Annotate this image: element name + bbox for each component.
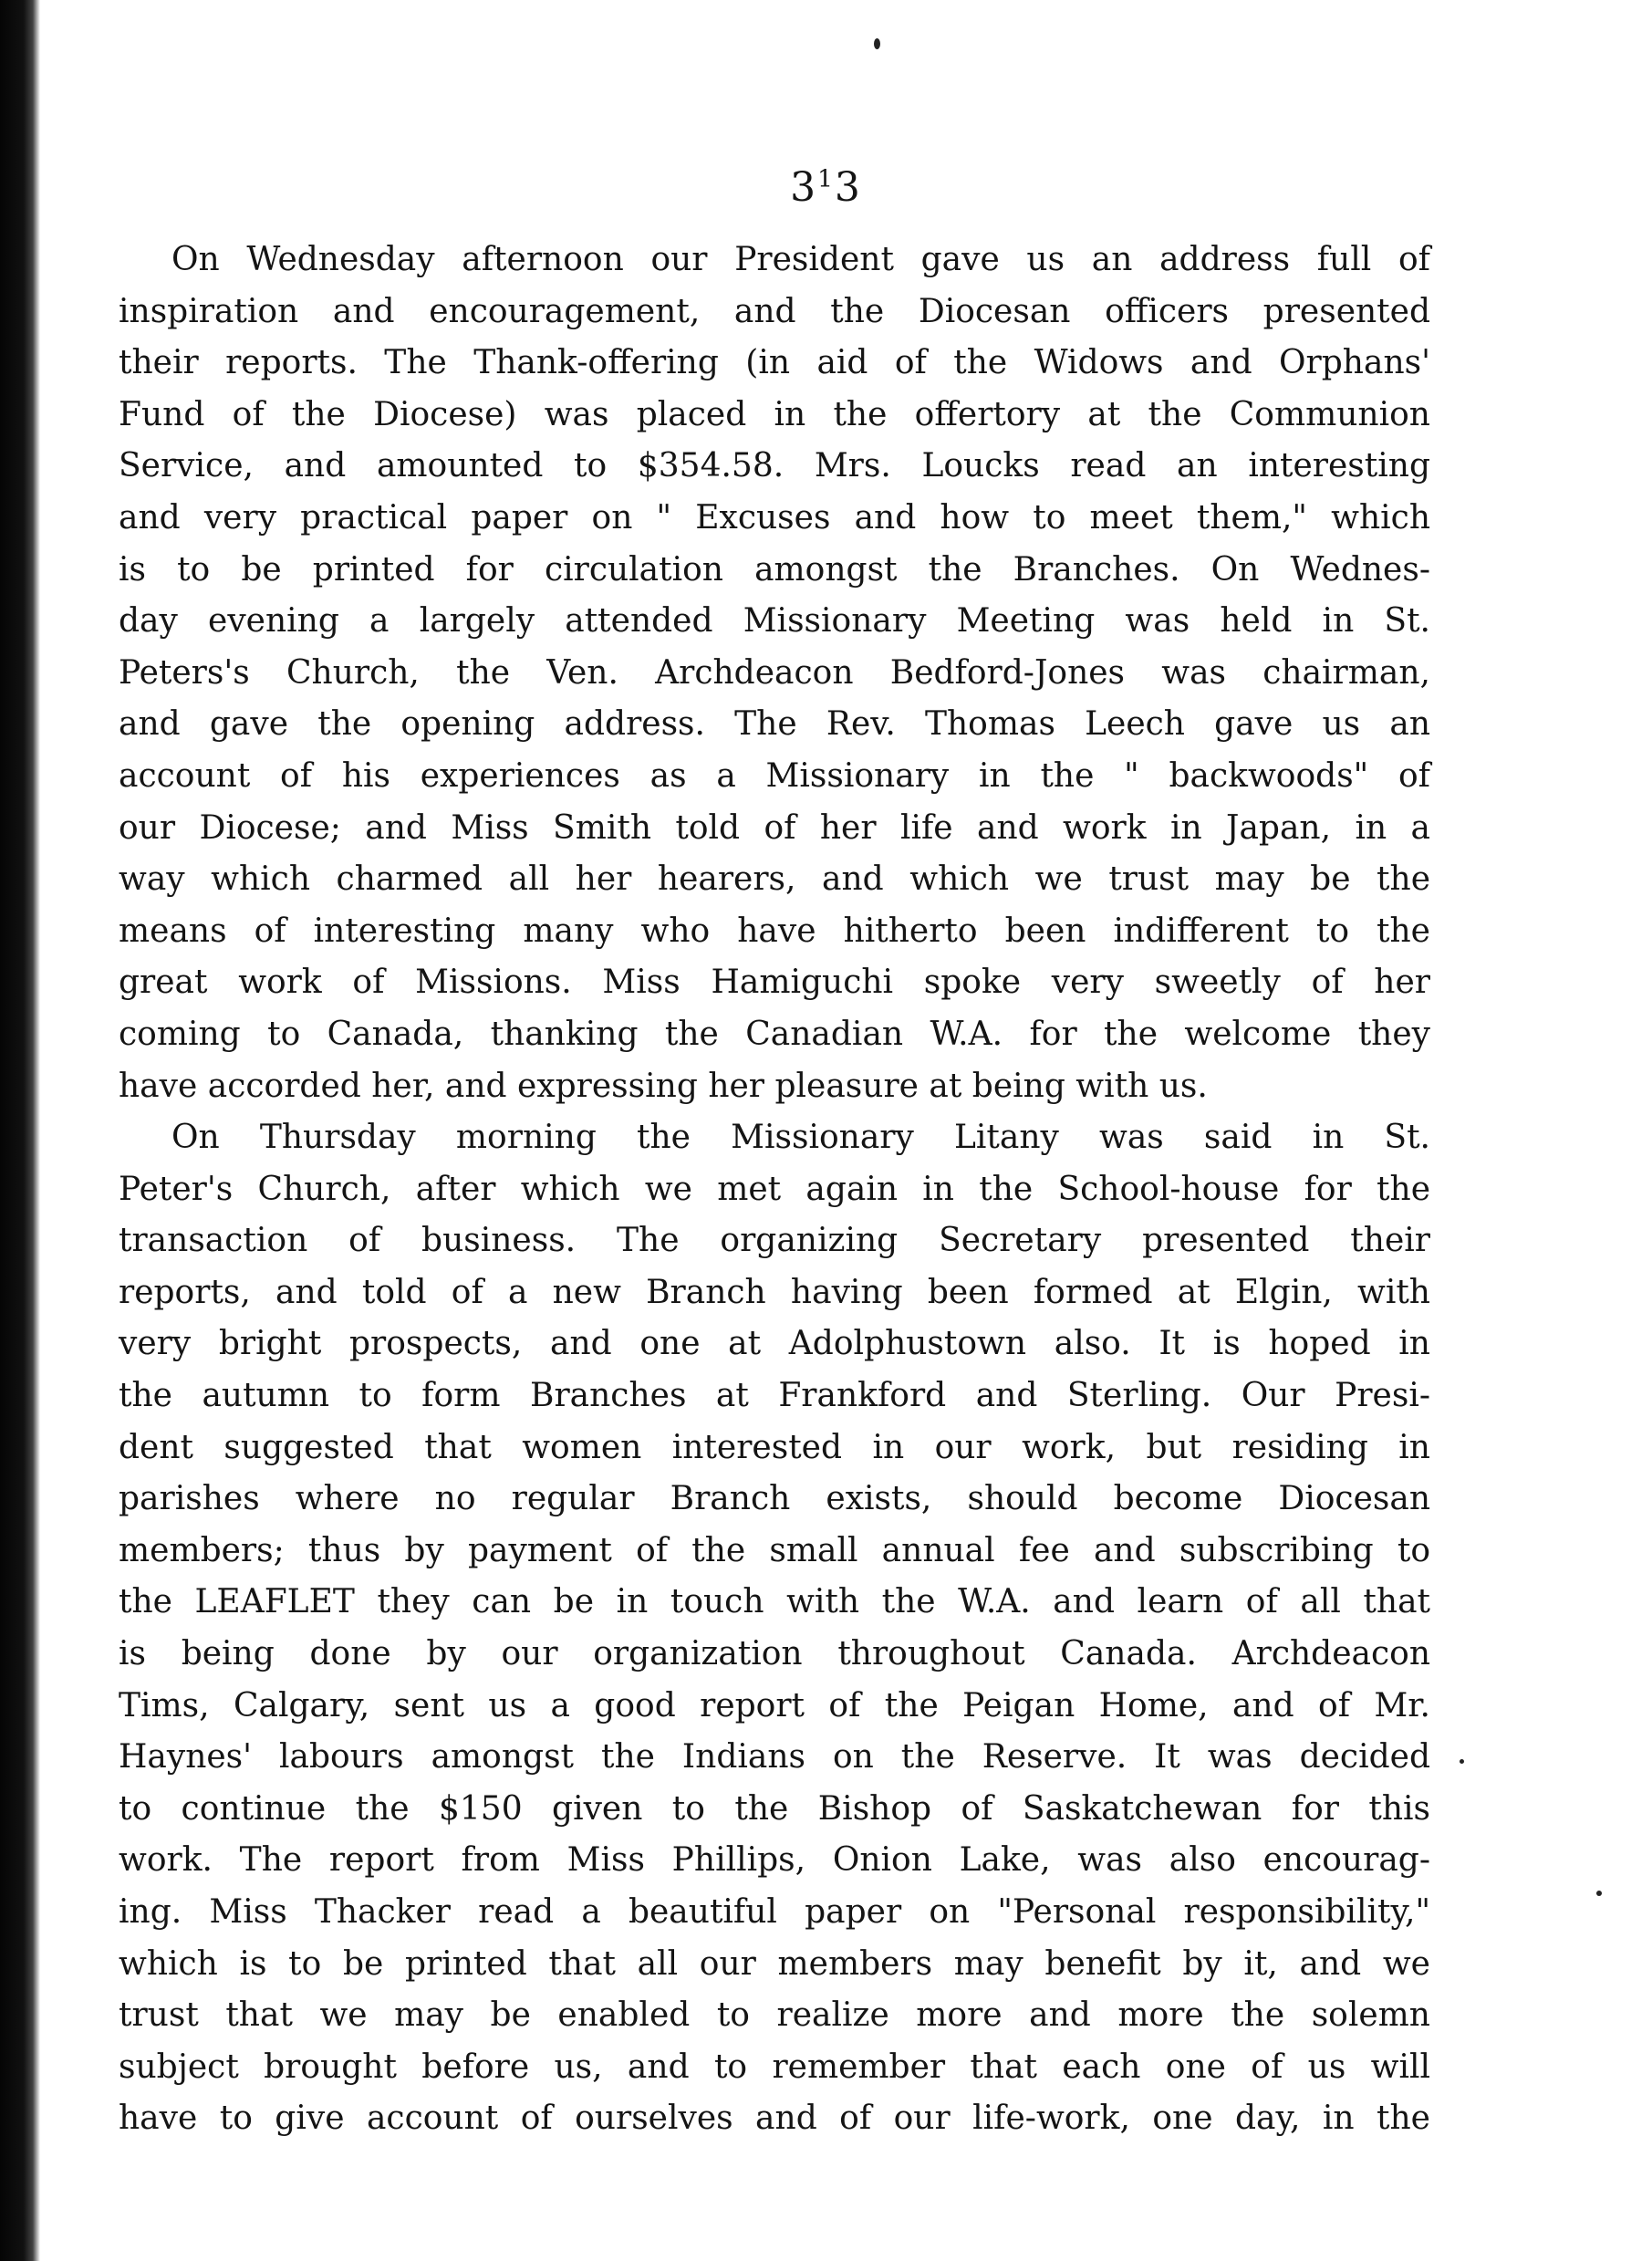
text-line: have accorded her, and expressing her pleasure at being with us. [119, 1067, 1208, 1105]
scan-speck [1460, 1759, 1464, 1764]
text-line: means of interesting many who have hitherto been indifferent to the [119, 912, 1430, 950]
text-line: Peters's Church, the Ven. Archdeacon Bedford-Jones was chairman, [119, 653, 1430, 692]
text-line: work. The report from Miss Phillips, Onion Lake, was also encourag- [119, 1841, 1430, 1880]
text-line: to continue the $150 given to the Bishop of Saskatchewan for this [119, 1789, 1430, 1828]
text-line: account of his experiences as a Missionary in the " backwoods" of [119, 756, 1430, 795]
text-line: which is to be printed that all our members may benefit by it, and we [119, 1944, 1430, 1983]
text-line: is to be printed for circulation amongst the Branches. On Wednes- [119, 550, 1430, 589]
text-line: Haynes' labours amongst the Indians on the Reserve. It was decided [119, 1738, 1430, 1776]
text-line: have to give account of ourselves and of our life-work, one day, in the [119, 2100, 1430, 2138]
paragraph-thursday [119, 1112, 1430, 2145]
text-line: members; thus by payment of the small annual fee and subscribing to [119, 1531, 1430, 1569]
text-line: the autumn to form Branches at Frankford and Sterling. Our Presi- [119, 1377, 1430, 1415]
text-line: day evening a largely attended Missionary Meeting was held in St. [119, 602, 1430, 641]
text-line: very bright prospects, and one at Adolphustown also. It is hoped in [119, 1325, 1430, 1363]
text-line: trust that we may be enabled to realize more and more the solemn [119, 1996, 1430, 2035]
text-line: Service, and amounted to $354.58. Mrs. Loucks read an interesting [119, 447, 1430, 485]
text-line: subject brought before us, and to remember that each one of us will [119, 2047, 1430, 2086]
text-line: Fund of the Diocese) was placed in the offertory at the Communion [119, 395, 1430, 433]
text-line: Peter's Church, after which we met again in the School-house for the [119, 1170, 1430, 1208]
text-line: On Thursday morning the Missionary Litany was said in St. [171, 1119, 1430, 1157]
text-line: On Wednesday afternoon our President gave us an address full of [171, 241, 1430, 278]
scan-speck [1596, 1891, 1602, 1896]
paragraph-wednesday [119, 234, 1430, 1112]
text-line: Tims, Calgary, sent us a good report of the Peigan Home, and of Mr. [119, 1686, 1430, 1724]
text-line: their reports. The Thank-offering (in aid of the Widows and Orphans' [119, 344, 1430, 382]
text-line: great work of Missions. Miss Hamiguchi spoke very sweetly of her [119, 964, 1430, 1002]
text-line: inspiration and encouragement, and the Diocesan officers presented [119, 292, 1430, 330]
text-line: the LEAFLET they can be in touch with the W.A. and learn of all that [119, 1583, 1430, 1621]
text-line: ing. Miss Thacker read a beautiful paper on "Personal responsibility," [119, 1893, 1430, 1931]
text-line: reports, and told of a new Branch having been formed at Elgin, with [119, 1273, 1430, 1311]
text-line: and gave the opening address. The Rev. Thomas Leech gave us an [119, 705, 1430, 744]
body-text [119, 234, 1430, 2145]
text-line: is being done by our organization throughout Canada. Archdeacon [119, 1635, 1430, 1673]
scan-speck [874, 38, 880, 49]
text-line: dent suggested that women interested in our work, but residing in [119, 1428, 1430, 1466]
text-line: coming to Canada, thanking the Canadian W.A. for the welcome they [119, 1015, 1430, 1053]
text-line: our Diocese; and Miss Smith told of her life and work in Japan, in a [119, 808, 1430, 847]
text-line: way which charmed all her hearers, and which we trust may be the [119, 860, 1430, 899]
text-line: and very practical paper on " Excuses and how to meet them," which [119, 498, 1430, 537]
text-line: parishes where no regular Branch exists, should become Diocesan [119, 1480, 1430, 1518]
text-line: transaction of business. The organizing Secretary presented their [119, 1222, 1430, 1260]
scan-border [0, 0, 40, 2261]
page-number: $3^13$ [790, 164, 862, 211]
